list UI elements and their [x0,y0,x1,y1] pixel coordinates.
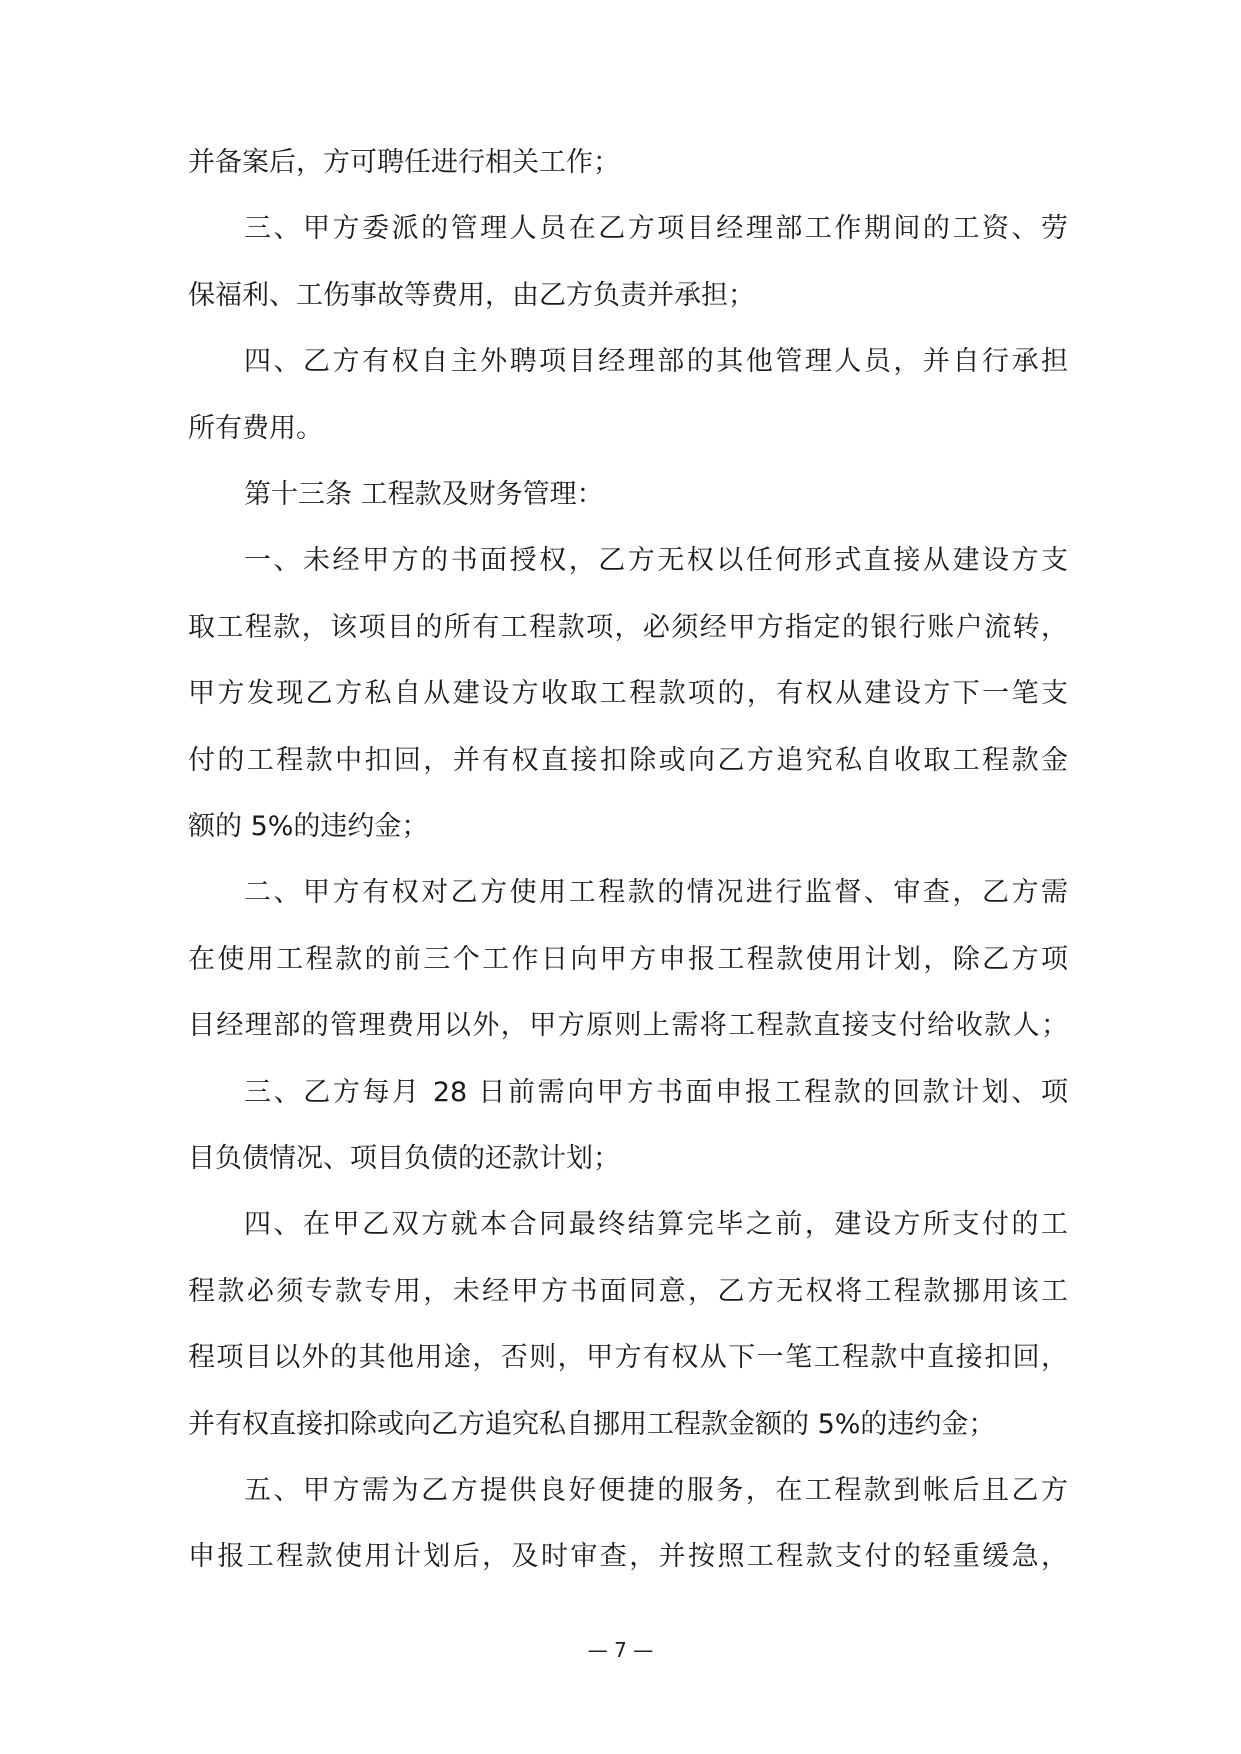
clause-item-1-line: 一、未经甲方的书面授权，乙方无权以任何形式直接从建设方支 [244,545,1068,576]
body-text-line: 甲方发现乙方私自从建设方收取工程款项的，有权从建设方下一笔支 [188,678,1068,709]
body-text-line: 目负债情况、项目负债的还款计划； [188,1143,620,1174]
body-text-line: 目经理部的管理费用以外，甲方原则上需将工程款直接支付给收款人； [188,1010,1068,1041]
body-text-line: 程项目以外的其他用途，否则，甲方有权从下一笔工程款中直接扣回， [188,1342,1068,1373]
clause-item-4-line: 四、乙方有权自主外聘项目经理部的其他管理人员，并自行承担 [244,346,1068,377]
body-text-line: 申报工程款使用计划后，及时审查，并按照工程款支付的轻重缓急， [188,1541,1068,1572]
body-text-line: 保福利、工伤事故等费用，由乙方负责并承担； [188,280,755,311]
clause-item-5-line: 五、甲方需为乙方提供良好便捷的服务，在工程款到帐后且乙方 [244,1475,1068,1506]
body-text-line: 付的工程款中扣回，并有权直接扣除或向乙方追究私自收取工程款金 [188,745,1068,776]
body-text-line: 并备案后，方可聘任进行相关工作； [188,147,620,178]
body-text-line: 所有费用。 [188,413,323,444]
page-number: — 7 — [587,1638,654,1662]
clause-item-3-line: 三、甲方委派的管理人员在乙方项目经理部工作期间的工资、劳 [244,213,1068,244]
body-text-line: 取工程款，该项目的所有工程款项，必须经甲方指定的银行账户流转， [188,612,1068,643]
body-text-line: 额的 5%的违约金； [188,811,429,842]
body-text-line: 在使用工程款的前三个工作日向甲方申报工程款使用计划，除乙方项 [188,944,1068,975]
clause-item-2-line: 二、甲方有权对乙方使用工程款的情况进行监督、审查，乙方需 [244,877,1068,908]
section-heading: 第十三条 工程款及财务管理： [244,479,604,510]
body-text-line: 程款必须专款专用，未经甲方书面同意，乙方无权将工程款挪用该工 [188,1276,1068,1307]
clause-item-3b-line: 三、乙方每月 28 日前需向甲方书面申报工程款的回款计划、项 [244,1077,1068,1108]
clause-item-4b-line: 四、在甲乙双方就本合同最终结算完毕之前，建设方所支付的工 [244,1209,1068,1240]
body-text-line: 并有权直接扣除或向乙方追究私自挪用工程款金额的 5%的违约金； [188,1409,996,1440]
